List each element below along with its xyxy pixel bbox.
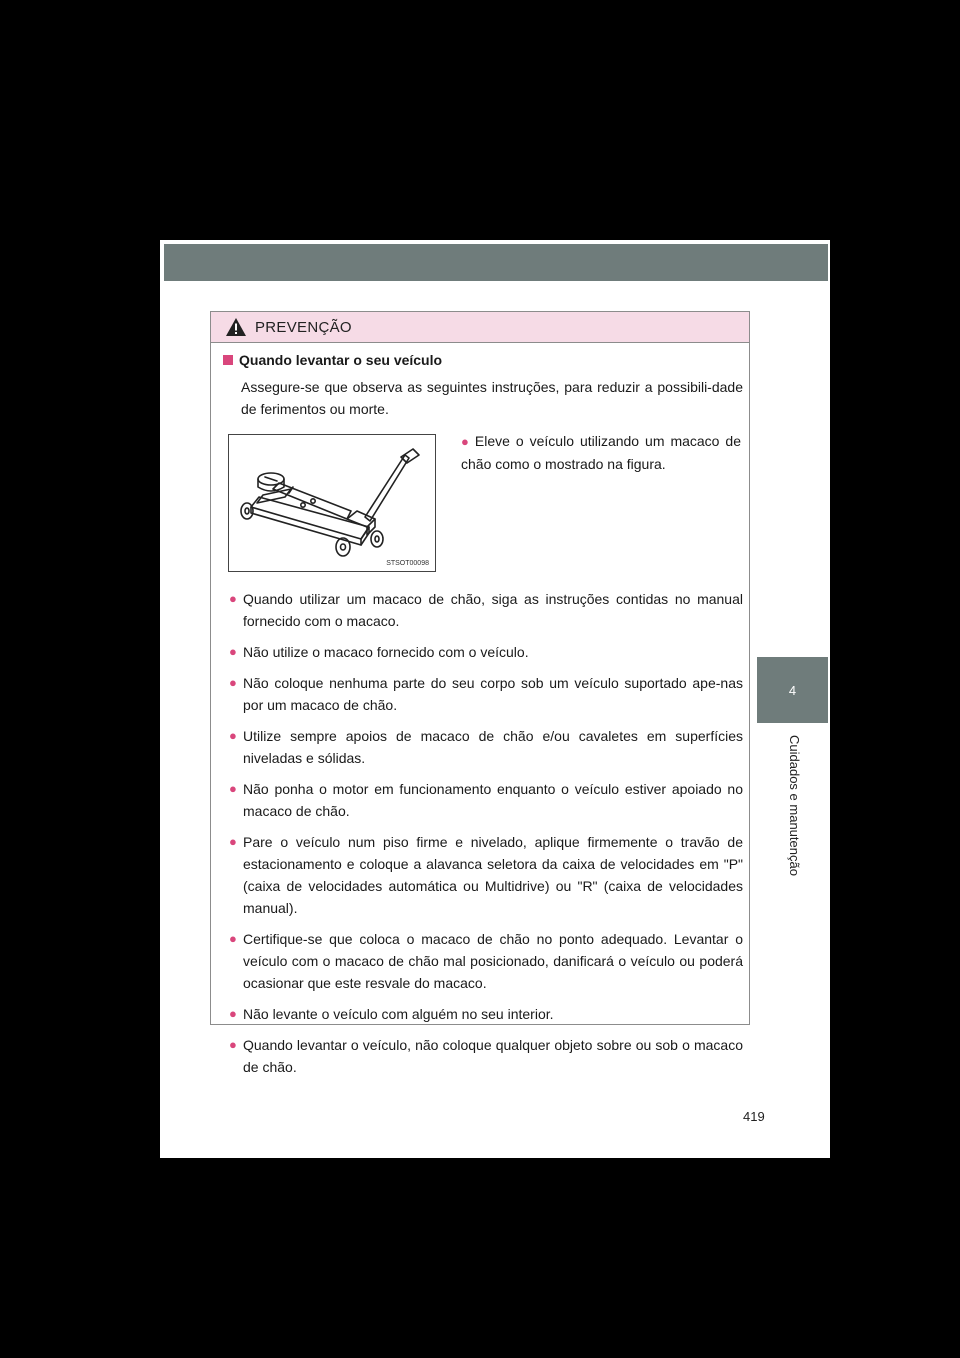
floor-jack-figure: [228, 434, 436, 572]
warning-header: [211, 312, 749, 343]
warning-box: [210, 311, 750, 1075]
list-item-text: Não ponha o motor em funcionamento enquanto o veículo estiver apoiado no macaco de chão.: [243, 781, 743, 819]
warning-section: [223, 352, 743, 420]
chapter-tab: [757, 657, 828, 723]
list-item: [229, 778, 743, 822]
list-item: [229, 588, 743, 632]
list-item: [229, 641, 743, 663]
list-item-text: Utilize sempre apoios de macaco de chão e/ou cavaletes em superfícies niveladas e sólidas.: [243, 728, 743, 766]
list-item: [229, 831, 743, 919]
square-bullet-icon: [223, 355, 233, 365]
section-title: Quando levantar o seu veículo: [239, 352, 443, 368]
intro-text: Assegure-se que observa as seguintes instruções, para reduzir a possibili-dade de ferimentos ou morte.: [241, 379, 743, 417]
list-item: [229, 725, 743, 769]
warning-icon: [225, 317, 247, 337]
bullet-dot-icon: ●: [229, 834, 237, 849]
header-bar: [164, 244, 828, 281]
page-number: 419: [743, 1109, 765, 1124]
warning-list: [229, 588, 743, 1087]
list-item-text: Pare o veículo num piso firme e nivelado, aplique firmemente o travão de estacionamento e coloque a alavanca seletora da caixa de velocidades em "P" (caixa de velocidades automática ou Multidrive) ou "R" (caixa de velocidades manual).: [243, 834, 743, 916]
bullet-dot-icon: ●: [461, 434, 471, 449]
list-item: [229, 1034, 743, 1078]
bullet-dot-icon: ●: [229, 591, 237, 606]
bullet-dot-icon: ●: [229, 931, 237, 946]
figure-bullet: [461, 430, 741, 475]
list-item-text: Quando utilizar um macaco de chão, siga as instruções contidas no manual fornecido com o macaco.: [243, 591, 743, 629]
manual-page: [160, 240, 830, 1158]
figure-code: STSOT00098: [386, 560, 429, 567]
chapter-number: 4: [788, 682, 797, 698]
chapter-label: Cuidados e manutenção: [787, 735, 802, 876]
bullet-dot-icon: ●: [229, 1037, 237, 1052]
section-title-row: [223, 352, 743, 368]
bullet-dot-icon: ●: [229, 644, 237, 659]
figure-bullet-text: Eleve o veículo utilizando um macaco de chão como o mostrado na figura.: [461, 433, 741, 472]
bullet-dot-icon: ●: [229, 781, 237, 796]
list-item-text: Não utilize o macaco fornecido com o veículo.: [243, 644, 529, 660]
list-item-text: Não levante o veículo com alguém no seu interior.: [243, 1006, 554, 1022]
bullet-dot-icon: ●: [229, 675, 237, 690]
list-item-text: Certifique-se que coloca o macaco de chão no ponto adequado. Levantar o veículo com o macaco de chão mal posicionado, danificará o veículo ou poderá ocasionar que este resvale do macaco.: [243, 931, 743, 991]
list-item: [229, 672, 743, 716]
bullet-dot-icon: ●: [229, 1006, 237, 1021]
list-item-text: Quando levantar o veículo, não coloque qualquer objeto sobre ou sob o macaco de chão.: [243, 1037, 743, 1075]
floor-jack-illustration: [229, 435, 435, 571]
list-item: [229, 928, 743, 994]
list-item-text: Não coloque nenhuma parte do seu corpo sob um veículo suportado ape-nas por um macaco de chão.: [243, 675, 743, 713]
warning-title: PREVENÇÃO: [255, 318, 352, 336]
list-item: [229, 1003, 743, 1025]
bullet-dot-icon: ●: [229, 728, 237, 743]
